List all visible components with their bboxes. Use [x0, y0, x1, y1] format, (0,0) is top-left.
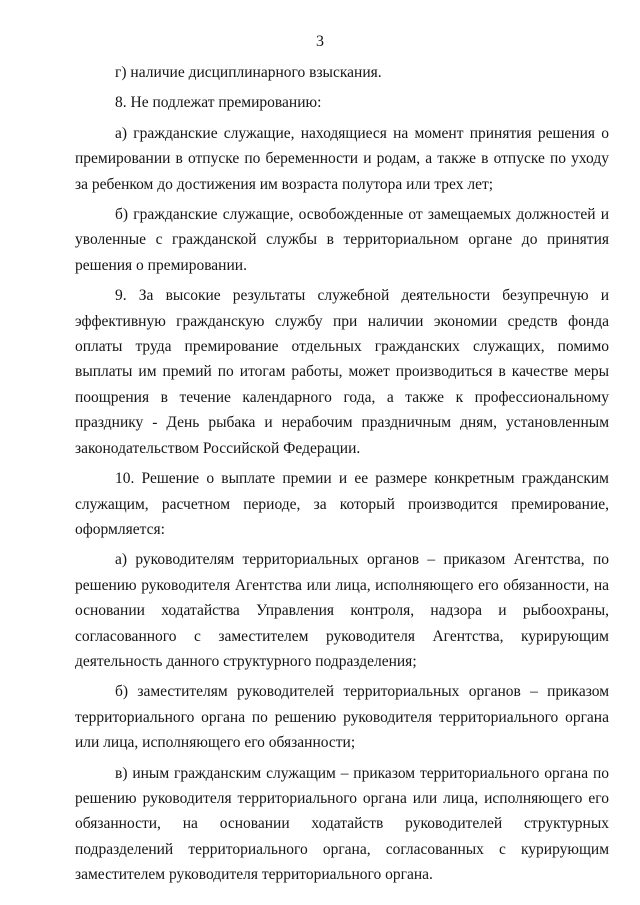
- paragraph-g-disciplinary: г) наличие дисциплинарного взыскания.: [115, 64, 382, 81]
- paragraph-10b: б) заместителям руководителей территориальных органов – приказом территориального органа по решению руководителя территориального органа или лица, исполняющего его обязанности;: [75, 683, 609, 752]
- document-body: [75, 60, 609, 893]
- paragraph-8b: б) гражданские служащие, освобожденные от замещаемых должностей и уволенные с гражданской службы в территориальном органе до принятия решения о премировании.: [75, 206, 609, 274]
- paragraph-8-heading: 8. Не подлежат премированию:: [115, 94, 322, 112]
- paragraph-10: 10. Решение о выплате премии и ее размере конкретным гражданским служащим, расчетном периоде, за который производится премирование, оформляется:: [75, 470, 609, 538]
- page-number: 3: [316, 33, 324, 50]
- paragraph-8a: а) гражданские служащие, находящиеся на момент принятия решения о премировании в отпуске по беременности и родам, а также в отпуске по уходу за ребенком до достижения им возраста полутора или трех лет;: [75, 124, 609, 193]
- paragraph-9: 9. За высокие результаты служебной деятельности безупречную и эффективную гражданскую службу при наличии экономии средств фонда оплаты труда премирование отдельных гражданских служащих, помимо выплаты им премий по итогам работы, может производиться в качестве меры поощрения в течение календарного года, а также к профессиональному празднику - День рыбака и нерабочим праздничным дням, установленным законодательством Российской Федерации.: [75, 287, 609, 457]
- paragraph-10a: а) руководителям территориальных органов – приказом Агентства, по решению руководителя Агентства или лица, исполняющего его обязанности, на основании ходатайства Управления контроля, надзора и рыбоохраны, согласованного с заместителем руководителя Агентства, курирующим деятельность данного структурного подразделения;: [75, 551, 609, 670]
- paragraph-10v: в) иным гражданским служащим – приказом территориального органа по решению руководителя территориального органа или лица, исполняющего его обязанности, на основании ходатайств руководителей структурных подразделений территориального органа, согласованных с курирующим заместителем руководителя территориального органа.: [75, 764, 609, 884]
